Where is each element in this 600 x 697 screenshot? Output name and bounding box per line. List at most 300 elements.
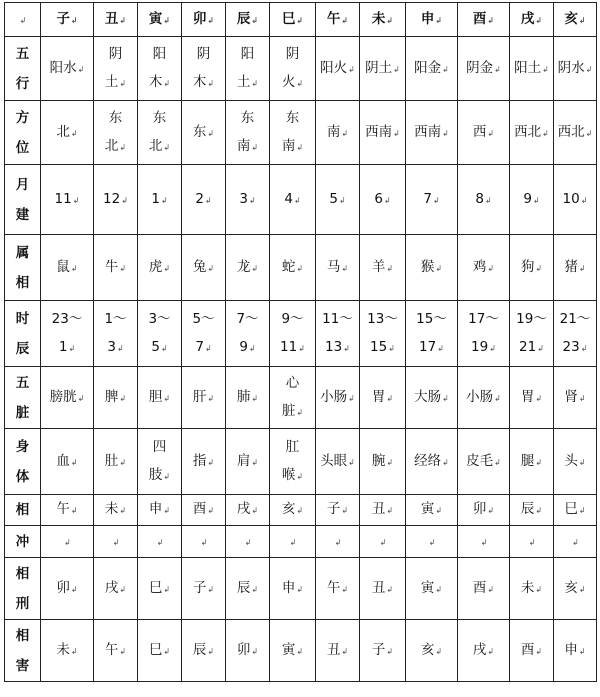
cell-text: 7↲ [406, 191, 457, 209]
paragraph-mark-icon [542, 126, 549, 142]
paragraph-mark-icon [113, 535, 120, 551]
cell-text: 猴↲ [406, 259, 457, 277]
row-label-char: 体 [15, 468, 30, 485]
branch-header: 未↲ [360, 3, 406, 37]
cell-xiangxing [138, 558, 182, 620]
paragraph-mark-icon [386, 503, 393, 519]
cell-shuxiang [510, 235, 554, 301]
paragraph-mark-icon [161, 335, 168, 363]
cell-shuxiang [270, 235, 316, 301]
cell-xianghai [138, 620, 182, 682]
paragraph-mark-icon [205, 335, 212, 363]
cell-shuxiang [316, 235, 360, 301]
cell-text: 21↲ [510, 333, 553, 363]
row-label [5, 429, 41, 495]
paragraph-mark-icon [535, 261, 542, 277]
cell-xianghai [41, 620, 94, 682]
cell-text: 寅↲ [270, 642, 315, 660]
paragraph-mark-icon [487, 261, 494, 277]
cell-text: 东 [108, 109, 123, 126]
paragraph-mark-icon [71, 261, 78, 277]
cell-text: 阴土↲ [360, 60, 405, 78]
paragraph-mark-icon [251, 261, 258, 277]
cell-text: 肛 [285, 438, 300, 455]
cell-text: 蛇↲ [270, 259, 315, 277]
paragraph-mark-icon [487, 13, 494, 29]
paragraph-mark-icon [542, 62, 549, 78]
row-xiangchong_a [5, 495, 597, 526]
cell-yuejian [510, 165, 554, 235]
cell-text: 19↲ [458, 333, 509, 363]
cell-text: 胃↲ [510, 389, 553, 407]
paragraph-mark-icon [429, 535, 436, 551]
paragraph-mark-icon [487, 126, 494, 142]
cell-text: 经络↲ [406, 453, 457, 471]
cell-shenti [406, 429, 458, 495]
row-wuxing [5, 37, 597, 101]
cell-text: 膀胱↲ [41, 389, 93, 407]
cell-text: 肢↲ [138, 461, 181, 491]
row-label [5, 235, 41, 301]
paragraph-mark-icon [207, 455, 214, 471]
cell-text: 丑↲ [360, 501, 405, 519]
cell-shichen [138, 301, 182, 367]
cell-fangwei [458, 101, 510, 165]
cell-text: 申↲ [270, 580, 315, 598]
row-label-char: 辰 [15, 340, 30, 357]
cell-text [458, 533, 509, 551]
paragraph-mark-icon [442, 62, 449, 78]
branch-header: 辰↲ [226, 3, 270, 37]
cell-text: 东 [152, 109, 167, 126]
cell-text: 南↲ [270, 132, 315, 162]
cell-text: 脏↲ [270, 397, 315, 427]
paragraph-mark-icon [579, 582, 586, 598]
cell-text: 13～ [367, 310, 398, 327]
corner-cell [5, 3, 41, 37]
cell-text: 鼠↲ [41, 259, 93, 277]
paragraph-mark-icon [533, 193, 540, 209]
cell-wuxing [406, 37, 458, 101]
row-label-char: 位 [15, 139, 30, 156]
cell-yuejian [138, 165, 182, 235]
paragraph-mark-icon [535, 582, 542, 598]
cell-text: 南↲ [316, 124, 359, 142]
row-label-char: 刑 [15, 595, 30, 612]
cell-text: 羊↲ [360, 259, 405, 277]
cell-xiangchong_b [41, 526, 94, 558]
paragraph-mark-icon [437, 335, 444, 363]
cell-xiangxing [458, 558, 510, 620]
row-label-char: 五 [15, 374, 30, 391]
paragraph-mark-icon [535, 503, 542, 519]
branch-header: 子↲ [41, 3, 94, 37]
row-label-char: 行 [15, 75, 30, 92]
paragraph-mark-icon [388, 335, 395, 363]
cell-text: 牛↲ [94, 259, 137, 277]
cell-text: 西南↲ [360, 124, 405, 142]
cell-yuejian [94, 165, 138, 235]
paragraph-mark-icon [341, 261, 348, 277]
cell-xiangxing [510, 558, 554, 620]
paragraph-mark-icon [296, 70, 303, 98]
row-label [5, 558, 41, 620]
paragraph-mark-icon [298, 335, 305, 363]
cell-xiangchong_a [138, 495, 182, 526]
cell-text: 北↲ [138, 132, 181, 162]
cell-text: 23～ [51, 310, 83, 327]
cell-xiangchong_a [360, 495, 406, 526]
paragraph-mark-icon [341, 582, 348, 598]
paragraph-mark-icon [205, 193, 212, 209]
cell-xiangxing [360, 558, 406, 620]
paragraph-mark-icon [435, 582, 442, 598]
cell-text: 阴 [285, 45, 300, 62]
cell-xiangchong_a [458, 495, 510, 526]
cell-fangwei [510, 101, 554, 165]
cell-text: 5～ [192, 310, 215, 327]
cell-xiangchong_b [406, 526, 458, 558]
row-label [5, 620, 41, 682]
paragraph-mark-icon [251, 134, 258, 162]
paragraph-mark-icon [163, 582, 170, 598]
cell-text: 东 [240, 109, 255, 126]
cell-text: 1↲ [138, 191, 181, 209]
paragraph-mark-icon [341, 13, 348, 29]
cell-text: 阴 [196, 45, 211, 62]
cell-xiangchong_b [138, 526, 182, 558]
cell-text: 亥↲ [406, 642, 457, 660]
paragraph-mark-icon [579, 261, 586, 277]
cell-text: 胃↲ [360, 389, 405, 407]
paragraph-mark-icon [535, 644, 542, 660]
paragraph-mark-icon [71, 503, 78, 519]
cell-text: 狗↲ [510, 259, 553, 277]
cell-text: 阴 [108, 45, 123, 62]
cell-shuxiang [554, 235, 597, 301]
row-label-char: 相 [15, 627, 30, 644]
cell-text: 未↲ [94, 501, 137, 519]
cell-shuxiang [41, 235, 94, 301]
cell-xiangchong_a [406, 495, 458, 526]
paragraph-mark-icon [586, 126, 593, 142]
cell-xiangxing [406, 558, 458, 620]
cell-text: 阴水↲ [554, 60, 596, 78]
row-shenti [5, 429, 597, 495]
paragraph-mark-icon [535, 391, 542, 407]
row-label [5, 495, 41, 526]
paragraph-mark-icon [380, 535, 387, 551]
paragraph-mark-icon [201, 535, 208, 551]
cell-text: 1↲ [41, 333, 93, 363]
paragraph-mark-icon [121, 193, 128, 209]
cell-fangwei [406, 101, 458, 165]
paragraph-mark-icon [579, 13, 586, 29]
paragraph-mark-icon [249, 335, 256, 363]
cell-text: 阴金↲ [458, 60, 509, 78]
row-label-char: 时 [15, 310, 30, 327]
cell-text: 11↲ [41, 191, 93, 209]
cell-shichen [226, 301, 270, 367]
paragraph-mark-icon [487, 503, 494, 519]
paragraph-mark-icon [348, 391, 355, 407]
paragraph-mark-icon [294, 193, 301, 209]
cell-wuxing [94, 37, 138, 101]
paragraph-mark-icon [296, 134, 303, 162]
paragraph-mark-icon [335, 535, 342, 551]
cell-shuxiang [406, 235, 458, 301]
paragraph-mark-icon [586, 62, 593, 78]
cell-text: 3～ [148, 310, 171, 327]
cell-text: 心 [285, 374, 300, 391]
cell-yuejian [406, 165, 458, 235]
cell-text: 4↲ [270, 191, 315, 209]
paragraph-mark-icon [579, 644, 586, 660]
paragraph-mark-icon [296, 261, 303, 277]
paragraph-mark-icon [71, 126, 78, 142]
cell-text: 10↲ [554, 191, 596, 209]
cell-text: 兔↲ [182, 259, 225, 277]
cell-shenti [182, 429, 226, 495]
row-shichen [5, 301, 597, 367]
cell-text: 小肠↲ [458, 389, 509, 407]
paragraph-mark-icon [20, 13, 27, 29]
paragraph-mark-icon [207, 391, 214, 407]
paragraph-mark-icon [119, 70, 126, 98]
row-fangwei [5, 101, 597, 165]
cell-shichen [554, 301, 597, 367]
paragraph-mark-icon [68, 335, 75, 363]
cell-shuxiang [226, 235, 270, 301]
paragraph-mark-icon [78, 62, 85, 78]
cell-shichen [510, 301, 554, 367]
cell-shichen [41, 301, 94, 367]
paragraph-mark-icon [343, 335, 350, 363]
cell-xiangxing [94, 558, 138, 620]
cell-yuejian [270, 165, 316, 235]
cell-text: 21～ [559, 310, 591, 327]
cell-shichen [360, 301, 406, 367]
row-yuejian [5, 165, 597, 235]
cell-shenti [94, 429, 138, 495]
paragraph-mark-icon [245, 535, 252, 551]
cell-text: 鸡↲ [458, 259, 509, 277]
cell-text [182, 533, 225, 551]
paragraph-mark-icon [442, 391, 449, 407]
cell-text: 阳土↲ [510, 60, 553, 78]
cell-xianghai [406, 620, 458, 682]
cell-xiangchong_b [458, 526, 510, 558]
cell-shenti [554, 429, 597, 495]
cell-xianghai [316, 620, 360, 682]
paragraph-mark-icon [494, 391, 501, 407]
cell-xiangchong_b [94, 526, 138, 558]
paragraph-mark-icon [386, 13, 393, 29]
cell-text: 皮毛↲ [458, 453, 509, 471]
cell-text: 亥↲ [270, 501, 315, 519]
cell-text: 6↲ [360, 191, 405, 209]
row-label [5, 165, 41, 235]
cell-wuzang [94, 367, 138, 429]
paragraph-mark-icon [494, 455, 501, 471]
paragraph-mark-icon [71, 455, 78, 471]
cell-fangwei [41, 101, 94, 165]
cell-text: 脾↲ [94, 389, 137, 407]
paragraph-mark-icon [296, 13, 303, 29]
paragraph-mark-icon [207, 582, 214, 598]
cell-wuxing [458, 37, 510, 101]
row-shuxiang [5, 235, 597, 301]
cell-wuzang [316, 367, 360, 429]
cell-text: 东↲ [182, 124, 225, 142]
cell-yuejian [316, 165, 360, 235]
cell-shichen [270, 301, 316, 367]
cell-text: 血↲ [41, 453, 93, 471]
paragraph-mark-icon [64, 535, 71, 551]
cell-text: 3↲ [94, 333, 137, 363]
paragraph-mark-icon [296, 503, 303, 519]
cell-text: 辰↲ [226, 580, 269, 598]
paragraph-mark-icon [119, 644, 126, 660]
cell-text: 头↲ [554, 453, 596, 471]
paragraph-mark-icon [572, 535, 579, 551]
cell-text: 午↲ [316, 580, 359, 598]
paragraph-mark-icon [251, 582, 258, 598]
paragraph-mark-icon [163, 463, 170, 491]
cell-xiangchong_a [41, 495, 94, 526]
paragraph-mark-icon [581, 335, 588, 363]
cell-shuxiang [182, 235, 226, 301]
cell-text: 虎↲ [138, 259, 181, 277]
cell-text: 子↲ [360, 642, 405, 660]
cell-wuxing [270, 37, 316, 101]
cell-yuejian [182, 165, 226, 235]
paragraph-mark-icon [442, 455, 449, 471]
paragraph-mark-icon [386, 644, 393, 660]
paragraph-mark-icon [249, 193, 256, 209]
cell-text: 19～ [516, 310, 547, 327]
branch-header: 寅↲ [138, 3, 182, 37]
paragraph-mark-icon [489, 335, 496, 363]
paragraph-mark-icon [71, 582, 78, 598]
paragraph-mark-icon [579, 455, 586, 471]
paragraph-mark-icon [290, 535, 297, 551]
cell-text [270, 533, 315, 551]
cell-text: 17↲ [406, 333, 457, 363]
cell-text: 2↲ [182, 191, 225, 209]
paragraph-mark-icon [296, 582, 303, 598]
cell-wuxing [316, 37, 360, 101]
cell-text: 西南↲ [406, 124, 457, 142]
cell-text: 南↲ [226, 132, 269, 162]
paragraph-mark-icon [384, 193, 391, 209]
cell-wuxing [226, 37, 270, 101]
cell-text: 5↲ [138, 333, 181, 363]
cell-text: 9↲ [226, 333, 269, 363]
cell-text: 西北↲ [510, 124, 553, 142]
paragraph-mark-icon [487, 644, 494, 660]
paragraph-mark-icon [433, 193, 440, 209]
cell-wuzang [458, 367, 510, 429]
cell-wuzang [406, 367, 458, 429]
cell-text: 四 [152, 438, 167, 455]
cell-text: 巳↲ [554, 501, 596, 519]
paragraph-mark-icon [435, 644, 442, 660]
cell-shuxiang [138, 235, 182, 301]
cell-text: 肾↲ [554, 389, 596, 407]
cell-shenti [41, 429, 94, 495]
cell-text: 肚↲ [94, 453, 137, 471]
cell-text: 肺↲ [226, 389, 269, 407]
cell-text: 酉↲ [510, 642, 553, 660]
cell-shenti [458, 429, 510, 495]
cell-text: 辰↲ [182, 642, 225, 660]
paragraph-mark-icon [339, 193, 346, 209]
ganzhi-table [4, 2, 597, 682]
cell-text: 15↲ [360, 333, 405, 363]
paragraph-mark-icon [341, 644, 348, 660]
cell-fangwei [270, 101, 316, 165]
cell-text: 肩↲ [226, 453, 269, 471]
cell-text: 卯↲ [458, 501, 509, 519]
cell-text: 辰↲ [510, 501, 553, 519]
paragraph-mark-icon [435, 261, 442, 277]
row-label-char: 相 [15, 565, 30, 582]
branch-header: 丑↲ [94, 3, 138, 37]
cell-xiangchong_b [226, 526, 270, 558]
cell-fangwei [138, 101, 182, 165]
cell-wuzang [226, 367, 270, 429]
branch-header: 亥↲ [554, 3, 597, 37]
cell-shenti [226, 429, 270, 495]
cell-text: 戌↲ [458, 642, 509, 660]
paragraph-mark-icon [442, 126, 449, 142]
cell-xiangchong_b [182, 526, 226, 558]
cell-wuzang [138, 367, 182, 429]
cell-text: 小肠↲ [316, 389, 359, 407]
cell-text [226, 533, 269, 551]
cell-shichen [94, 301, 138, 367]
row-label-char: 害 [15, 657, 30, 674]
row-label-char: 冲 [15, 533, 30, 550]
cell-shenti [270, 429, 316, 495]
cell-wuzang [41, 367, 94, 429]
row-xiangchong_b [5, 526, 597, 558]
paragraph-mark-icon [207, 503, 214, 519]
cell-text: 寅↲ [406, 501, 457, 519]
paragraph-mark-icon [251, 391, 258, 407]
cell-wuxing [182, 37, 226, 101]
paragraph-mark-icon [207, 644, 214, 660]
cell-text: 卯↲ [41, 580, 93, 598]
cell-text [406, 533, 457, 551]
paragraph-mark-icon [341, 126, 348, 142]
cell-xianghai [510, 620, 554, 682]
cell-text: 卯↲ [226, 642, 269, 660]
paragraph-mark-icon [207, 261, 214, 277]
cell-text: 猪↲ [554, 259, 596, 277]
cell-shenti [316, 429, 360, 495]
paragraph-mark-icon [393, 126, 400, 142]
paragraph-mark-icon [386, 455, 393, 471]
cell-text: 巳↲ [138, 642, 181, 660]
row-label [5, 101, 41, 165]
paragraph-mark-icon [163, 644, 170, 660]
cell-text [554, 533, 596, 551]
cell-xianghai [94, 620, 138, 682]
cell-text: 胆↲ [138, 389, 181, 407]
paragraph-mark-icon [386, 391, 393, 407]
